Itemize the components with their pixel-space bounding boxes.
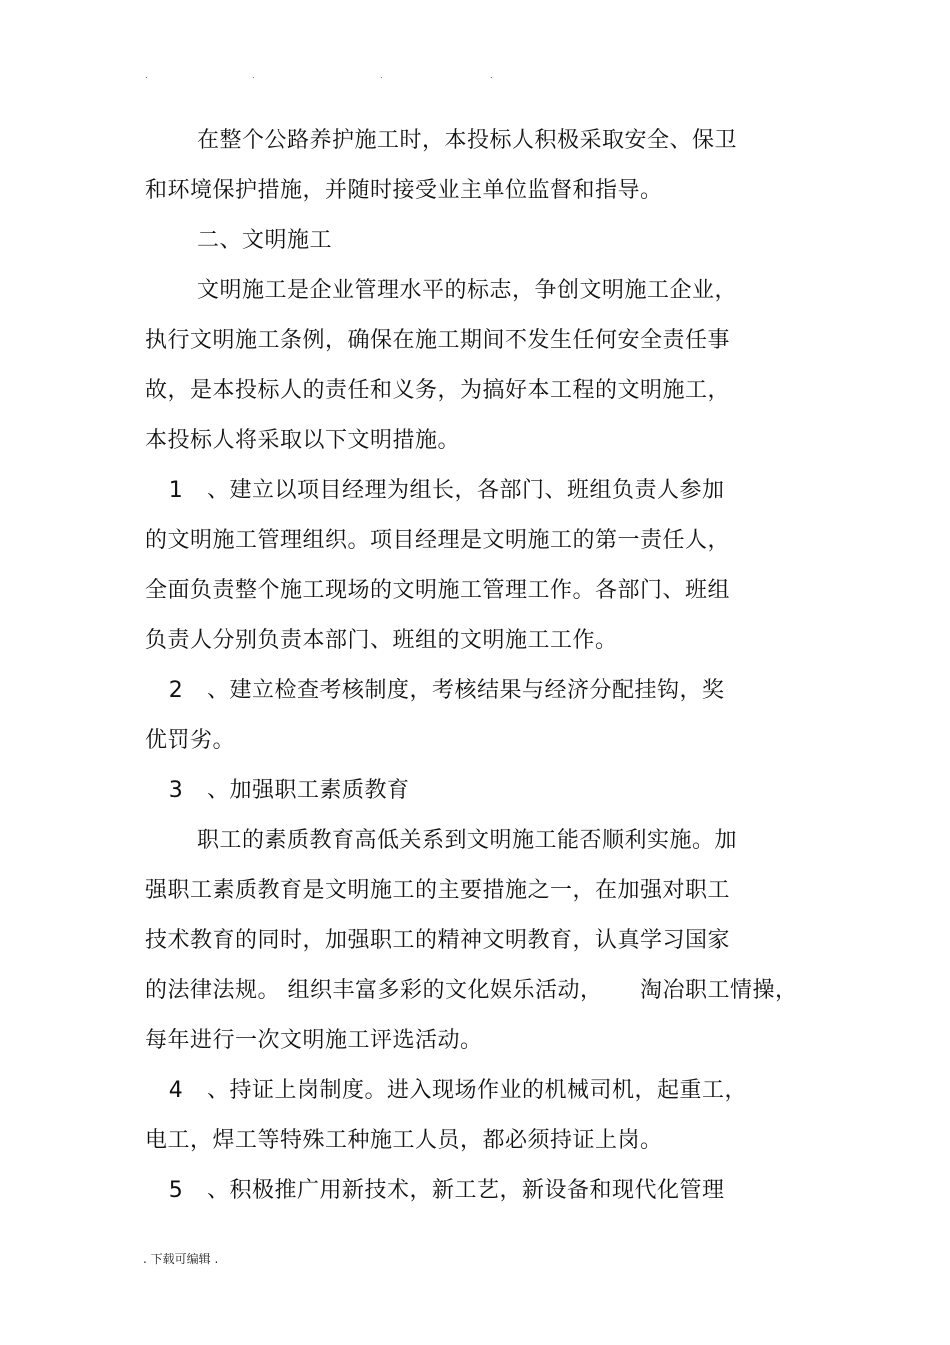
header-dot: . xyxy=(145,71,148,80)
paragraph-line: 和环境保护措施，并随时接受业主单位监督和指导。 xyxy=(145,178,663,203)
header-dot: . xyxy=(380,71,383,80)
header-dots xyxy=(0,72,950,92)
list-item-4 xyxy=(145,1076,747,1106)
item-number: 1 xyxy=(168,478,184,503)
list-item-text: 、加强职工素质教育 xyxy=(207,778,410,803)
paragraph-line: 执行文明施工条例，确保在施工期间不发生任何安全责任事 xyxy=(145,328,731,353)
header-dot: . xyxy=(490,71,493,80)
paragraph-line: 电工，焊工等特殊工种施工人员，都必须持证上岗。 xyxy=(145,1128,663,1153)
paragraph-line: 文明施工是企业管理水平的标志，争创文明施工企业， xyxy=(197,278,738,303)
paragraph-line: 本投标人将采取以下文明措施。 xyxy=(145,428,461,453)
paragraph-line: 全面负责整个施工现场的文明施工管理工作。各部门、班组 xyxy=(145,578,731,603)
paragraph-line: 每年进行一次文明施工评选活动。 xyxy=(145,1028,483,1053)
item-number: 2 xyxy=(168,678,184,703)
list-item-text: 、建立以项目经理为组长，各部门、班组负责人参加 xyxy=(207,478,725,503)
paragraph-line: 的法律法规。 组织丰富多彩的文化娱乐活动， 淘冶职工情操， xyxy=(145,978,798,1003)
paragraph-line: 在整个公路养护施工时，本投标人积极采取安全、保卫 xyxy=(197,128,738,153)
list-item-5 xyxy=(145,1176,725,1206)
item-number: 5 xyxy=(168,1178,184,1203)
list-item-text: 、建立检查考核制度，考核结果与经济分配挂钩，奖 xyxy=(207,678,725,703)
paragraph-line: 的文明施工管理组织。项目经理是文明施工的第一责任人， xyxy=(145,528,731,553)
paragraph-line: 技术教育的同时，加强职工的精神文明教育，认真学习国家 xyxy=(145,928,731,953)
section-heading: 二、文明施工 xyxy=(197,228,333,253)
list-item-2 xyxy=(145,676,725,706)
paragraph-line: 职工的素质教育高低关系到文明施工能否顺利实施。加 xyxy=(197,828,738,853)
list-item-text: 、持证上岗制度。进入现场作业的机械司机，起重工， xyxy=(207,1078,748,1103)
header-dot: . xyxy=(252,71,255,80)
list-item-text: 、积极推广用新技术，新工艺，新设备和现代化管理 xyxy=(207,1178,725,1203)
item-number: 3 xyxy=(168,778,184,803)
list-item-3 xyxy=(145,776,410,806)
item-number: 4 xyxy=(168,1078,184,1103)
list-item-1 xyxy=(145,476,725,506)
page-footer: . 下载可编辑 . xyxy=(143,1252,219,1266)
paragraph-line: 故，是本投标人的责任和义务，为搞好本工程的文明施工， xyxy=(145,378,731,403)
paragraph-line: 强职工素质教育是文明施工的主要措施之一，在加强对职工 xyxy=(145,878,731,903)
paragraph-line: 负责人分别负责本部门、班组的文明施工工作。 xyxy=(145,628,618,653)
paragraph-line: 优罚劣。 xyxy=(145,728,236,753)
